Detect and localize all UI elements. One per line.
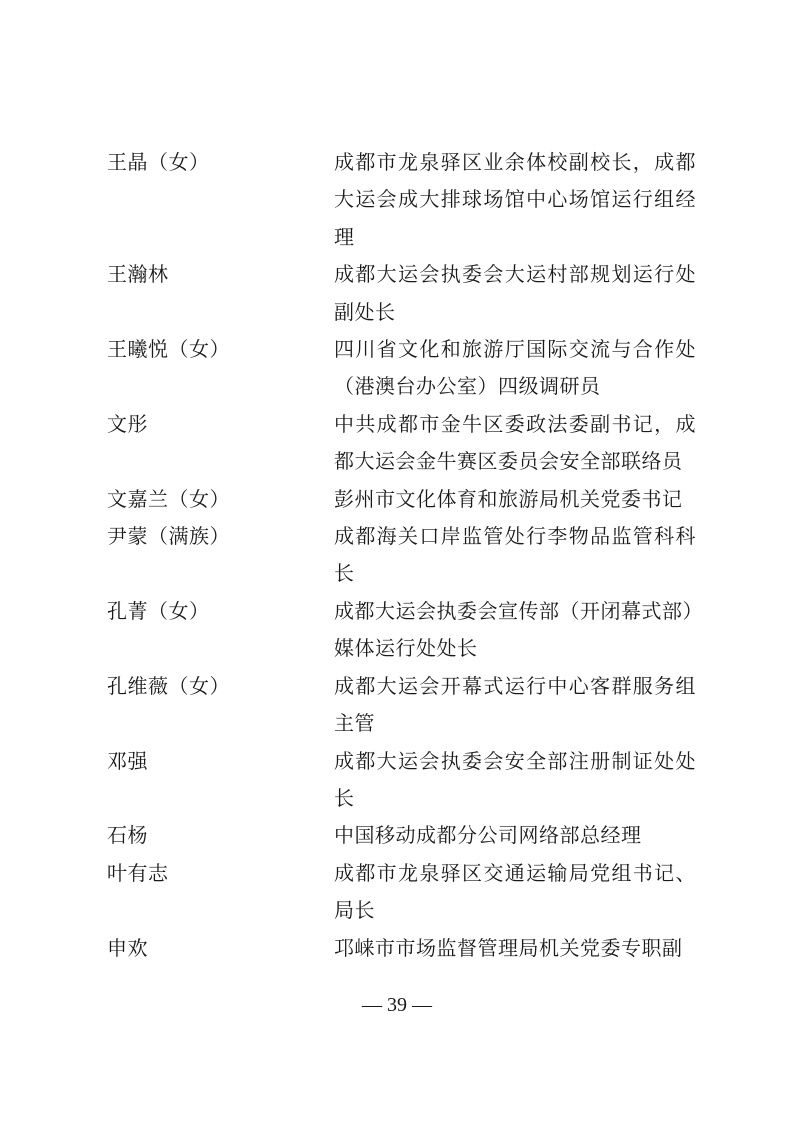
list-item (107, 855, 707, 930)
name-list (107, 144, 707, 967)
list-item (107, 668, 707, 743)
list-item (107, 331, 707, 406)
description-line: 彭州市文化体育和旅游局机关党委书记 (334, 486, 683, 511)
person-name: 尹蒙（满族） (107, 524, 230, 549)
list-item (107, 743, 707, 818)
person-name: 王晶（女） (107, 150, 210, 174)
person-name: 邓强 (107, 748, 148, 773)
description-line: 成都市龙泉驿区交通运输局党组书记、 (334, 860, 696, 885)
list-item (107, 406, 707, 481)
person-name: 石杨 (107, 823, 148, 848)
description-line: 成都大运会执委会大运村部规划运行处 (334, 262, 696, 287)
list-item (107, 817, 707, 854)
page-number: — 39 — (362, 994, 432, 1016)
description-line: 大运会成大排球场馆中心场馆运行组经 (334, 187, 696, 212)
position-description (334, 930, 696, 967)
list-item (107, 256, 707, 331)
description-line: 成都大运会执委会宣传部（开闭幕式部） (334, 598, 703, 623)
person-name: 孔菁（女） (107, 598, 210, 623)
description-line: 长 (334, 561, 355, 586)
position-description (334, 406, 696, 481)
description-line: 成都大运会执委会安全部注册制证处处 (334, 748, 696, 773)
list-item (107, 144, 707, 256)
description-line: （港澳台办公室）四级调研员 (334, 374, 601, 399)
person-name: 王曦悦（女） (107, 337, 230, 362)
position-description (334, 144, 696, 256)
person-name: 王瀚林 (107, 262, 169, 287)
description-line: 成都市龙泉驿区业余体校副校长，成都 (334, 150, 696, 174)
description-line: 中共成都市金牛区委政法委副书记，成 (334, 411, 696, 436)
description-line: 成都大运会开幕式运行中心客群服务组 (334, 673, 696, 698)
description-line: 局长 (334, 898, 375, 923)
position-description (334, 593, 703, 668)
description-line: 中国移动成都分公司网络部总经理 (334, 823, 642, 848)
person-name: 孔维薇（女） (107, 673, 230, 698)
position-description (334, 256, 696, 331)
description-line: 副处长 (334, 299, 396, 324)
list-item (107, 930, 707, 967)
position-description (334, 855, 696, 930)
person-name: 叶有志 (107, 860, 169, 885)
description-line: 主管 (334, 711, 375, 736)
description-line: 邛崃市市场监督管理局机关党委专职副 (334, 935, 683, 960)
list-item (107, 481, 707, 518)
person-name: 文彤 (107, 411, 148, 436)
position-description (334, 331, 696, 406)
description-line: 都大运会金牛赛区委员会安全部联络员 (334, 449, 683, 474)
position-description (334, 743, 696, 818)
description-line: 理 (334, 224, 355, 249)
person-name: 申欢 (107, 935, 148, 960)
position-description (334, 668, 696, 743)
person-name: 文嘉兰（女） (107, 486, 230, 511)
description-line: 长 (334, 785, 355, 810)
description-line: 成都海关口岸监管处行李物品监管科科 (334, 524, 696, 549)
description-line: 媒体运行处处长 (334, 636, 478, 661)
position-description (334, 481, 696, 518)
list-item (107, 518, 707, 593)
description-line: 四川省文化和旅游厅国际交流与合作处 (334, 337, 696, 362)
position-description (334, 518, 696, 593)
position-description (334, 817, 696, 854)
list-item (107, 593, 707, 668)
